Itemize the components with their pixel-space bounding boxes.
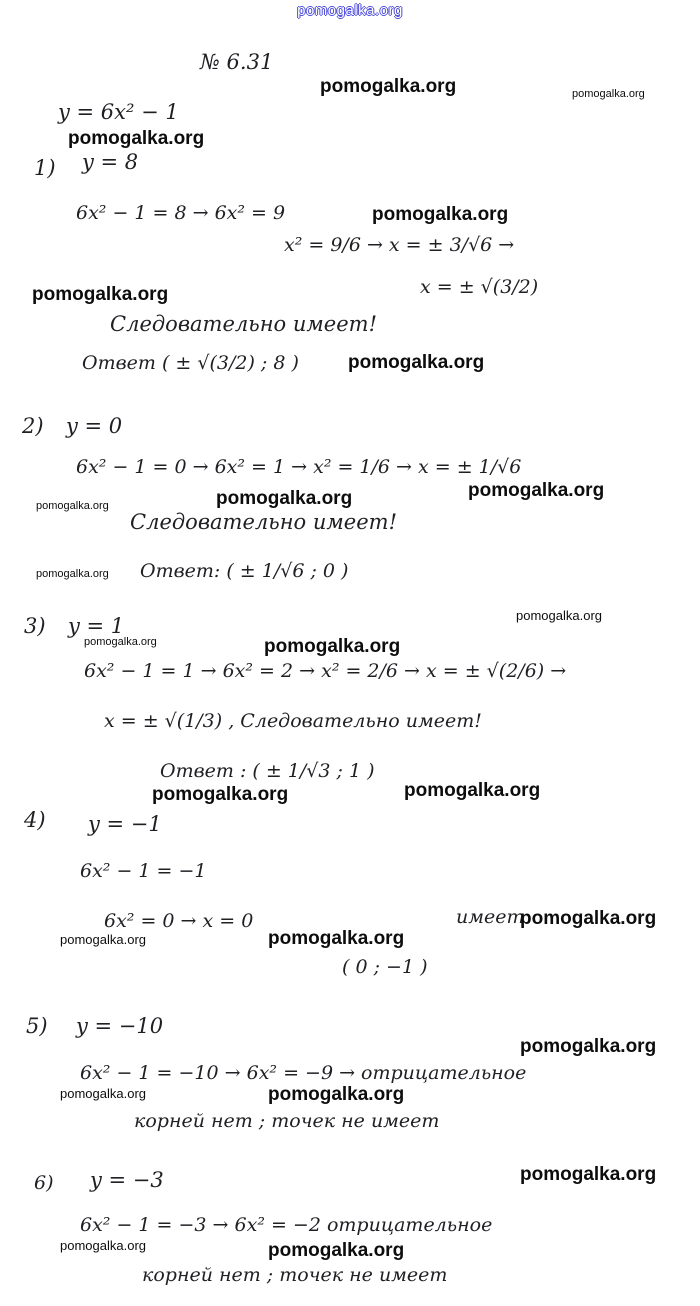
part-label: 2)	[22, 414, 44, 438]
part-label: 6)	[34, 1172, 54, 1194]
watermark: pomogalka.org	[216, 488, 353, 509]
part-condition: y = −10	[76, 1014, 164, 1038]
equation-line: 6x² − 1 = −1	[80, 860, 207, 882]
watermark: pomogalka.org	[268, 1240, 405, 1261]
equation-line: 6x² − 1 = 8 → 6x² = 9	[76, 202, 286, 224]
watermark: pomogalka.org	[572, 88, 645, 100]
part-condition: y = 8	[82, 150, 139, 174]
watermark: pomogalka.org	[520, 1164, 657, 1185]
answer-text: ( 0 ; −1 )	[342, 956, 428, 978]
watermark: pomogalka.org	[520, 908, 657, 929]
part-label: 5)	[26, 1014, 48, 1038]
part-label: 1)	[34, 156, 56, 180]
conclusion-text: корней нет ; точек не имеет	[134, 1110, 440, 1132]
conclusion-text: имеет	[456, 906, 525, 928]
watermark: pomogalka.org	[32, 284, 169, 305]
watermark: pomogalka.org	[60, 932, 146, 947]
watermark: pomogalka.org	[516, 608, 602, 623]
watermark: pomogalka.org	[152, 784, 289, 805]
equation-line: 6x² − 1 = −10 → 6x² = −9 → отрицательное	[80, 1062, 527, 1084]
watermark: pomogalka.org	[36, 500, 109, 512]
site-header-watermark[interactable]: pomogalka.org	[297, 2, 403, 19]
conclusion-text: корней нет ; точек не имеет	[142, 1264, 448, 1286]
watermark: pomogalka.org	[404, 780, 541, 801]
conclusion-text: Следовательно имеет!	[110, 312, 378, 336]
watermark: pomogalka.org	[468, 480, 605, 501]
watermark: pomogalka.org	[372, 204, 509, 225]
part-label: 4)	[24, 808, 46, 832]
part-condition: y = 0	[66, 414, 123, 438]
equation-line: x = ± √(3/2)	[420, 276, 539, 298]
watermark: pomogalka.org	[520, 1036, 657, 1057]
watermark: pomogalka.org	[348, 352, 485, 373]
part-condition: y = −1	[88, 812, 162, 836]
watermark: pomogalka.org	[36, 568, 109, 580]
function-definition: y = 6x² − 1	[58, 100, 179, 124]
equation-line: 6x² = 0 → x = 0	[104, 910, 254, 932]
watermark: pomogalka.org	[268, 928, 405, 949]
part-condition: y = 1	[68, 614, 125, 638]
watermark: pomogalka.org	[68, 128, 205, 149]
equation-line: 6x² − 1 = 0 → 6x² = 1 → x² = 1/6 → x = ± 1/√6	[76, 456, 522, 478]
equation-line: 6x² − 1 = −3 → 6x² = −2 отрицательное	[80, 1214, 493, 1236]
equation-line: 6x² − 1 = 1 → 6x² = 2 → x² = 2/6 → x = ± √(2/6) →	[84, 660, 567, 682]
equation-line: x² = 9/6 → x = ± 3/√6 →	[284, 234, 515, 256]
watermark: pomogalka.org	[60, 1238, 146, 1253]
answer-text: Ответ : ( ± 1/√3 ; 1 )	[160, 760, 375, 782]
problem-number: № 6.31	[200, 50, 274, 74]
watermark: pomogalka.org	[84, 636, 157, 648]
part-condition: y = −3	[90, 1168, 164, 1192]
equation-line: x = ± √(1/3) , Следовательно имеет!	[104, 710, 482, 732]
watermark: pomogalka.org	[268, 1084, 405, 1105]
answer-text: Ответ ( ± √(3/2) ; 8 )	[82, 352, 299, 374]
watermark: pomogalka.org	[320, 76, 457, 97]
part-label: 3)	[24, 614, 46, 638]
answer-text: Ответ: ( ± 1/√6 ; 0 )	[140, 560, 349, 582]
watermark: pomogalka.org	[60, 1086, 146, 1101]
watermark: pomogalka.org	[264, 636, 401, 657]
conclusion-text: Следовательно имеет!	[130, 510, 398, 534]
